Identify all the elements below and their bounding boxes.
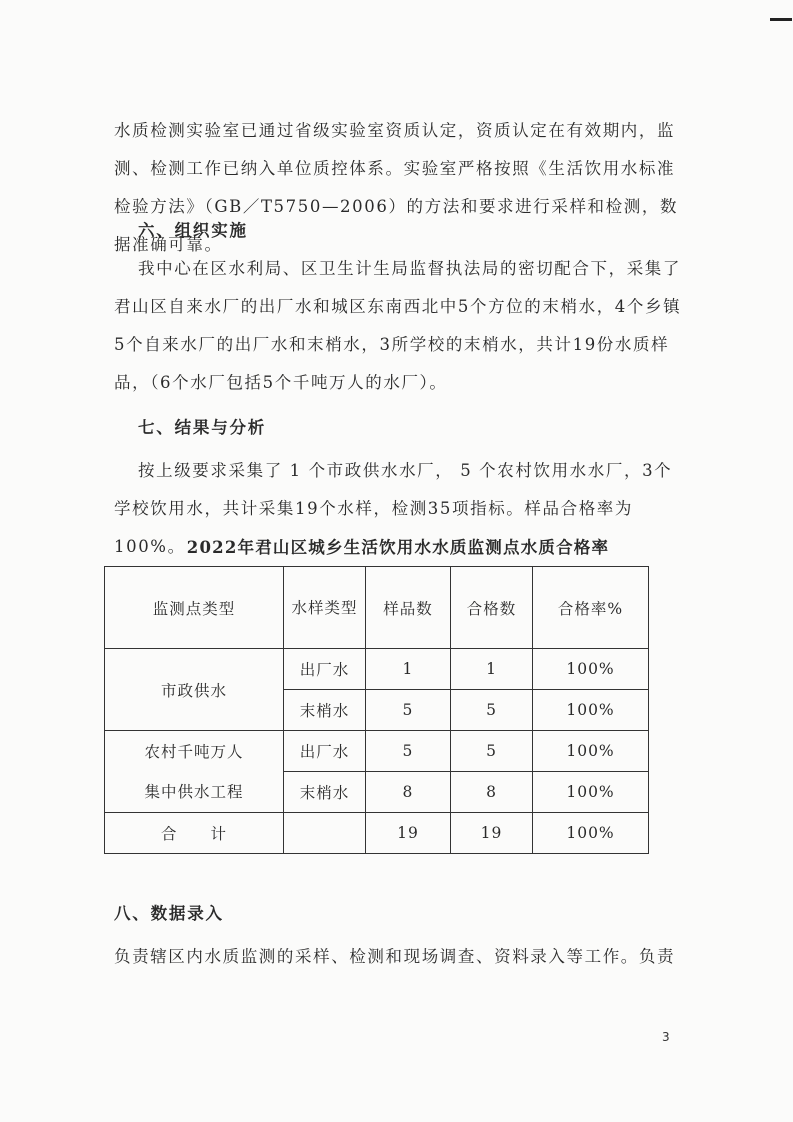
qualified-count-cell: 5 [450, 731, 532, 772]
total-sample-count-cell: 19 [365, 813, 450, 854]
paragraph-organization: 我中心在区水利局、区卫生计生局监督执法局的密切配合下，采集了君山区自来水厂的出厂水和城区东南西北中5个方位的末梢水，4个乡镇5个自来水厂的出厂水和末梢水，3所学校的末梢水，共计19份水质样品，（6个水厂包括5个千吨万人的水厂）。 [114, 259, 682, 392]
total-pass-rate-cell: 100% [533, 813, 649, 854]
pass-rate-cell: 100% [533, 772, 649, 813]
table-total-row [105, 813, 649, 854]
total-qualified-count-cell: 19 [450, 813, 532, 854]
results-table [104, 566, 649, 854]
sample-count-cell: 5 [365, 690, 450, 731]
pass-rate-cell: 100% [533, 690, 649, 731]
sample-type-cell: 末梢水 [283, 690, 365, 731]
site-type-cell: 市政供水 [105, 649, 284, 731]
heading-data-entry: 八、数据录入 [114, 904, 224, 923]
sample-type-cell: 末梢水 [283, 772, 365, 813]
paragraph-data-entry: 负责辖区内水质监测的采样、检测和现场调查、资料录入等工作。负责 [114, 947, 676, 966]
header-qualified-count: 合格数 [450, 567, 532, 649]
header-sample-count: 样品数 [365, 567, 450, 649]
table-header-row [105, 567, 649, 649]
paragraph-lab-certification: 水质检测实验室已通过省级实验室资质认定，资质认定在有效期内，监测、检测工作已纳入单位质控体系。实验室严格按照《生活饮用水标准检验方法》（GB／T5750—2006）的方法和要求进行采样和检测，数据准确可靠。 [114, 121, 679, 254]
sample-count-cell: 1 [365, 649, 450, 690]
sample-count-cell: 8 [365, 772, 450, 813]
header-sample-type: 水样类型 [283, 567, 365, 649]
pass-rate-cell: 100% [533, 649, 649, 690]
sample-type-cell: 出厂水 [283, 649, 365, 690]
sample-count-cell: 5 [365, 731, 450, 772]
paragraph-results: 按上级要求采集了 1 个市政供水水厂， 5 个农村饮用水水厂，3个学校饮用水，共计采集19个水样，检测35项指标。样品合格率为100%。 [114, 461, 673, 556]
header-pass-rate: 合格率% [533, 567, 649, 649]
table-row [105, 649, 649, 690]
site-type-cell [105, 731, 284, 813]
site-type-line: 集中供水工程 [144, 782, 244, 801]
pass-rate-cell: 100% [533, 731, 649, 772]
heading-results: 七、结果与分析 [138, 418, 267, 437]
page-number: 3 [662, 1030, 670, 1044]
qualified-count-cell: 5 [450, 690, 532, 731]
qualified-count-cell: 1 [450, 649, 532, 690]
table-title: 2022年君山区城乡生活饮用水水质监测点水质合格率 [186, 538, 610, 557]
heading-organization: 六、组织实施 [138, 221, 248, 240]
qualified-count-cell: 8 [450, 772, 532, 813]
total-sample-type-cell [283, 813, 365, 854]
site-type-line: 农村千吨万人 [144, 742, 244, 761]
header-site-type: 监测点类型 [105, 567, 284, 649]
sample-type-cell: 出厂水 [283, 731, 365, 772]
total-label-cell: 合 计 [105, 813, 284, 854]
table-row [105, 731, 649, 772]
scan-edge-mark [770, 18, 792, 21]
